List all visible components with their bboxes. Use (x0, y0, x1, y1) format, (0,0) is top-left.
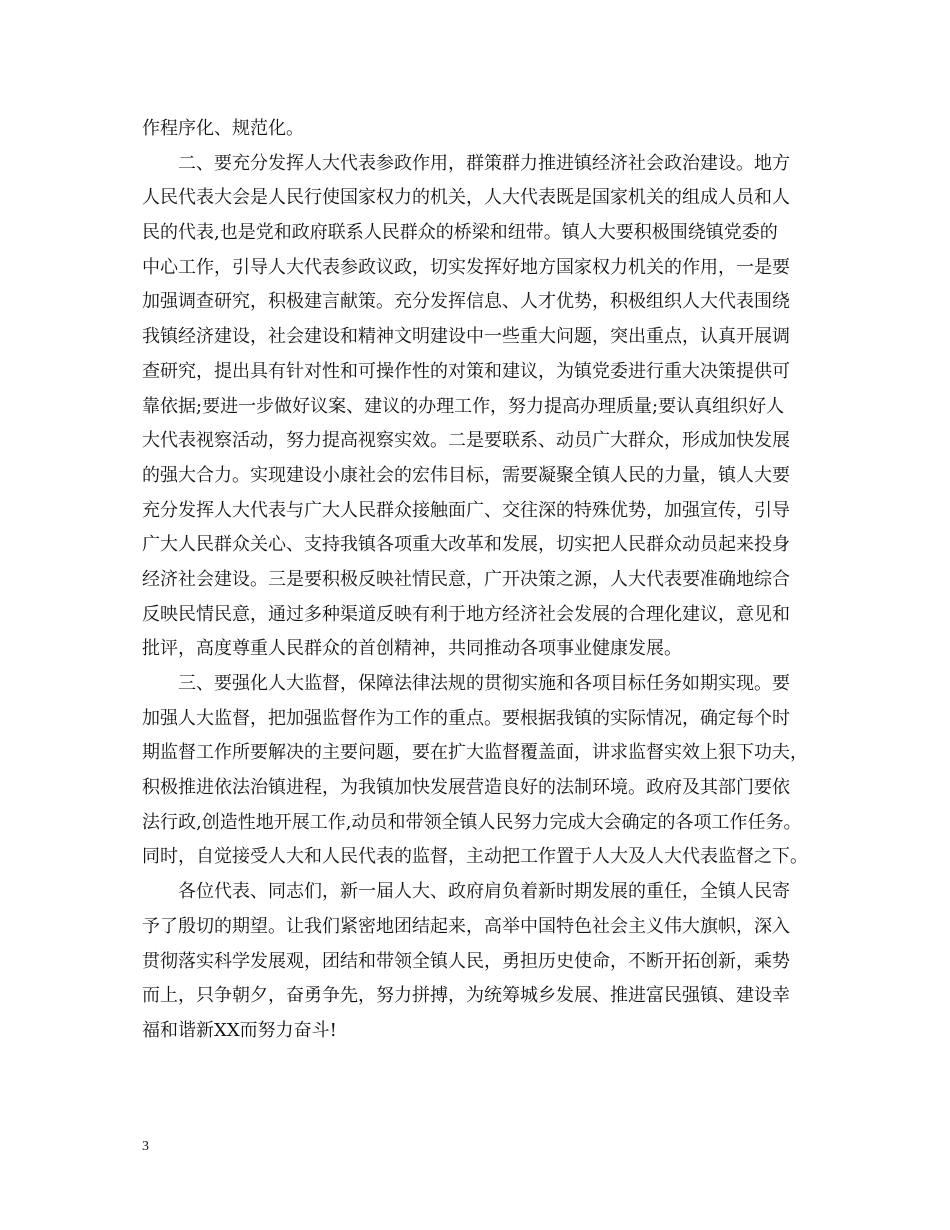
text-line: 批评，高度尊重人民群众的首创精神，共同推动各项事业健康发展。 (142, 638, 682, 660)
text-line: 福和谐新XX而努力奋斗! (142, 1019, 337, 1041)
paragraph-2-start: 二、要充分发挥人大代表参政作用，群策群力推进镇经济社会政治建设。地方 (178, 152, 790, 174)
text-line: 法行政,创造性地开展工作,动员和带领全镇人民努力完成大会确定的各项工作任务。 (142, 811, 802, 833)
text-line: 充分发挥人大代表与广大人民群众接触面广、交往深的特殊优势，加强宣传，引导 (142, 499, 790, 521)
text-line: 的强大合力。实现建设小康社会的宏伟目标，需要凝聚全镇人民的力量，镇人大要 (142, 464, 790, 486)
text-line: 经济社会建设。三是要积极反映社情民意，广开决策之源，人大代表要准确地综合 (142, 568, 790, 590)
text-line: 作程序化、规范化。 (142, 118, 304, 139)
document-body (142, 112, 822, 1049)
text-line: 中心工作，引导人大代表参政议政，切实发挥好地方国家权力机关的作用，一是要 (142, 256, 790, 278)
text-line: 而上，只争朝夕，奋勇争先，努力拼搏，为统筹城乡发展、推进富民强镇、建设幸 (142, 985, 790, 1007)
text-line: 反映民情民意，通过多种渠道反映有利于地方经济社会发展的合理化建议，意见和 (142, 603, 790, 625)
text-line: 加强调查研究，积极建言献策。充分发挥信息、人才优势，积极组织人大代表围绕 (142, 291, 790, 313)
text-line: 查研究，提出具有针对性和可操作性的对策和建议，为镇党委进行重大决策提供可 (142, 360, 790, 382)
text-line: 予了殷切的期望。让我们紧密地团结起来，高举中国特色社会主义伟大旗帜，深入 (142, 915, 790, 937)
text-line: 广大人民群众关心、支持我镇各项重大改革和发展，切实把人民群众动员起来投身 (142, 534, 790, 556)
paragraph-4-start: 各位代表、同志们，新一届人大、政府肩负着新时期发展的重任，全镇人民寄 (178, 881, 790, 903)
text-line: 积极推进依法治镇进程，为我镇加快发展营造良好的法制环境。政府及其部门要依 (142, 777, 790, 799)
text-line: 同时，自觉接受人大和人民代表的监督，主动把工作置于人大及人大代表监督之下。 (142, 846, 808, 868)
text-line: 贯彻落实科学发展观，团结和带领全镇人民，勇担历史使命，不断开拓创新，乘势 (142, 950, 790, 972)
text-line: 靠依据;要进一步做好议案、建议的办理工作，努力提高办理质量;要认真组织好人 (142, 395, 785, 417)
text-line: 民的代表,也是党和政府联系人民群众的桥梁和纽带。镇人大要积极围绕镇党委的 (142, 222, 778, 244)
text-line: 我镇经济建设，社会建设和精神文明建设中一些重大问题，突出重点，认真开展调 (142, 326, 790, 348)
text-line: 加强人大监督，把加强监督作为工作的重点。要根据我镇的实际情况，确定每个时 (142, 707, 790, 729)
paragraph-3-start: 三、要强化人大监督，保障法律法规的贯彻实施和各项目标任务如期实现。要 (178, 673, 790, 694)
text-line: 人民代表大会是人民行使国家权力的机关，人大代表既是国家机关的组成人员和人 (142, 187, 790, 209)
text-line: 大代表视察活动，努力提高视察实效。二是要联系、动员广大群众，形成加快发展 (142, 430, 790, 452)
page-number: 3 (142, 1139, 149, 1154)
text-line: 期监督工作所要解决的主要问题，要在扩大监督覆盖面，讲求监督实效上狠下功夫， (142, 742, 808, 764)
